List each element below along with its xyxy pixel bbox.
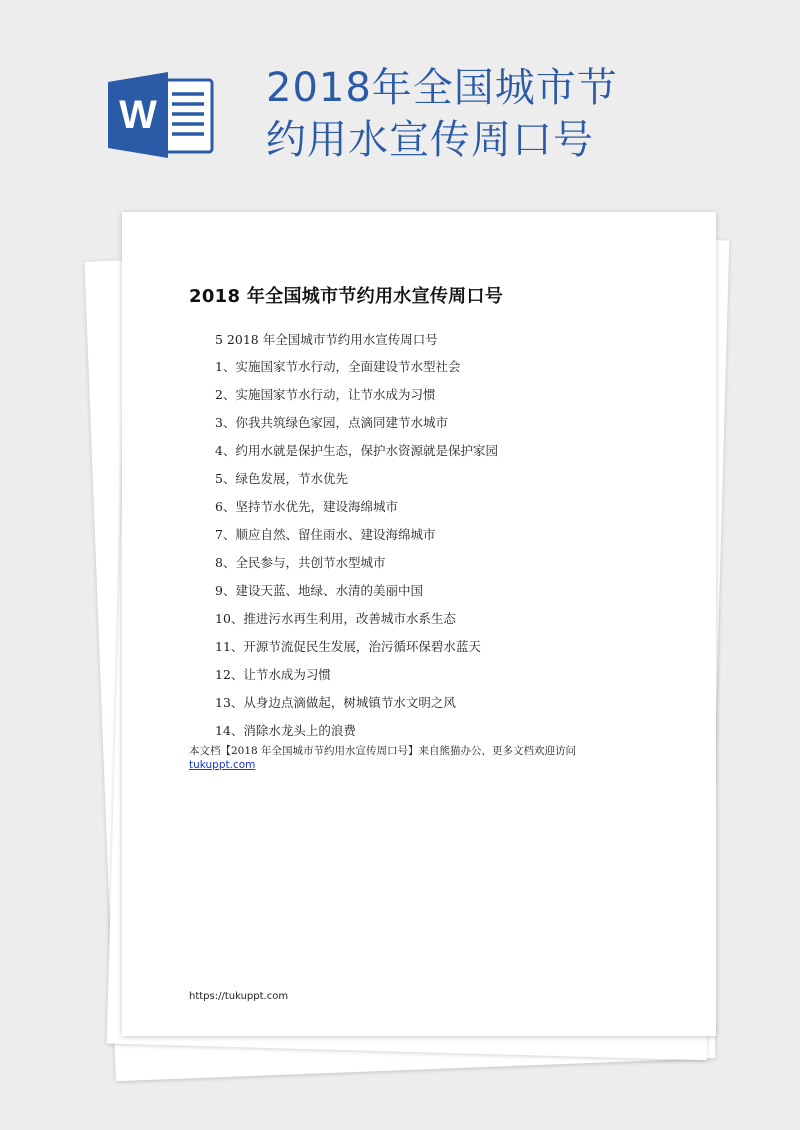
slogan-item: 13、从身边点滴做起，树城镇节水文明之风: [215, 695, 456, 710]
slogan-item: 7、顺应自然、留住雨水、建设海绵城市: [215, 527, 436, 542]
source-note: 本文档【2018 年全国城市节约用水宣传周口号】来自熊猫办公，更多文档欢迎访问: [189, 745, 577, 757]
page-footer-url: https://tukuppt.com: [189, 991, 289, 1002]
banner-title-line1: 2018年全国城市节: [266, 65, 618, 111]
slogan-item: 4、约用水就是保护生态，保护水资源就是保护家园: [215, 443, 498, 458]
banner-title: [266, 62, 726, 166]
slogan-item: 14、消除水龙头上的浪费: [215, 723, 356, 738]
slogan-item: 11、开源节流促民生发展，治污循环保碧水蓝天: [215, 639, 481, 654]
slogan-item: 5、绿色发展，节水优先: [215, 471, 348, 486]
slogan-list: [215, 358, 498, 750]
slogan-item: 10、推进污水再生利用，改善城市水系生态: [215, 611, 456, 626]
slogan-item: 3、你我共筑绿色家园，点滴同建节水城市: [215, 415, 448, 430]
slogan-item: 1、实施国家节水行动，全面建设节水型社会: [215, 359, 461, 374]
slogan-item: 9、建设天蓝、地绿、水清的美丽中国: [215, 583, 423, 598]
document-page: [122, 212, 716, 1036]
document-title: 2018 年全国城市节约用水宣传周口号: [189, 286, 504, 307]
slogan-item: 8、全民参与，共创节水型城市: [215, 555, 386, 570]
word-logo-icon: [108, 72, 214, 158]
document-intro: 5 2018 年全国城市节约用水宣传周口号: [215, 332, 438, 347]
slogan-item: 2、实施国家节水行动，让节水成为习惯: [215, 387, 436, 402]
slogan-item: 6、坚持节水优先，建设海绵城市: [215, 499, 398, 514]
word-logo-letter: W: [119, 93, 157, 137]
source-link[interactable]: tukuppt.com: [189, 759, 256, 771]
slogan-item: 12、让节水成为习惯: [215, 667, 331, 682]
banner-title-line2: 约用水宣传周口号: [266, 117, 594, 163]
